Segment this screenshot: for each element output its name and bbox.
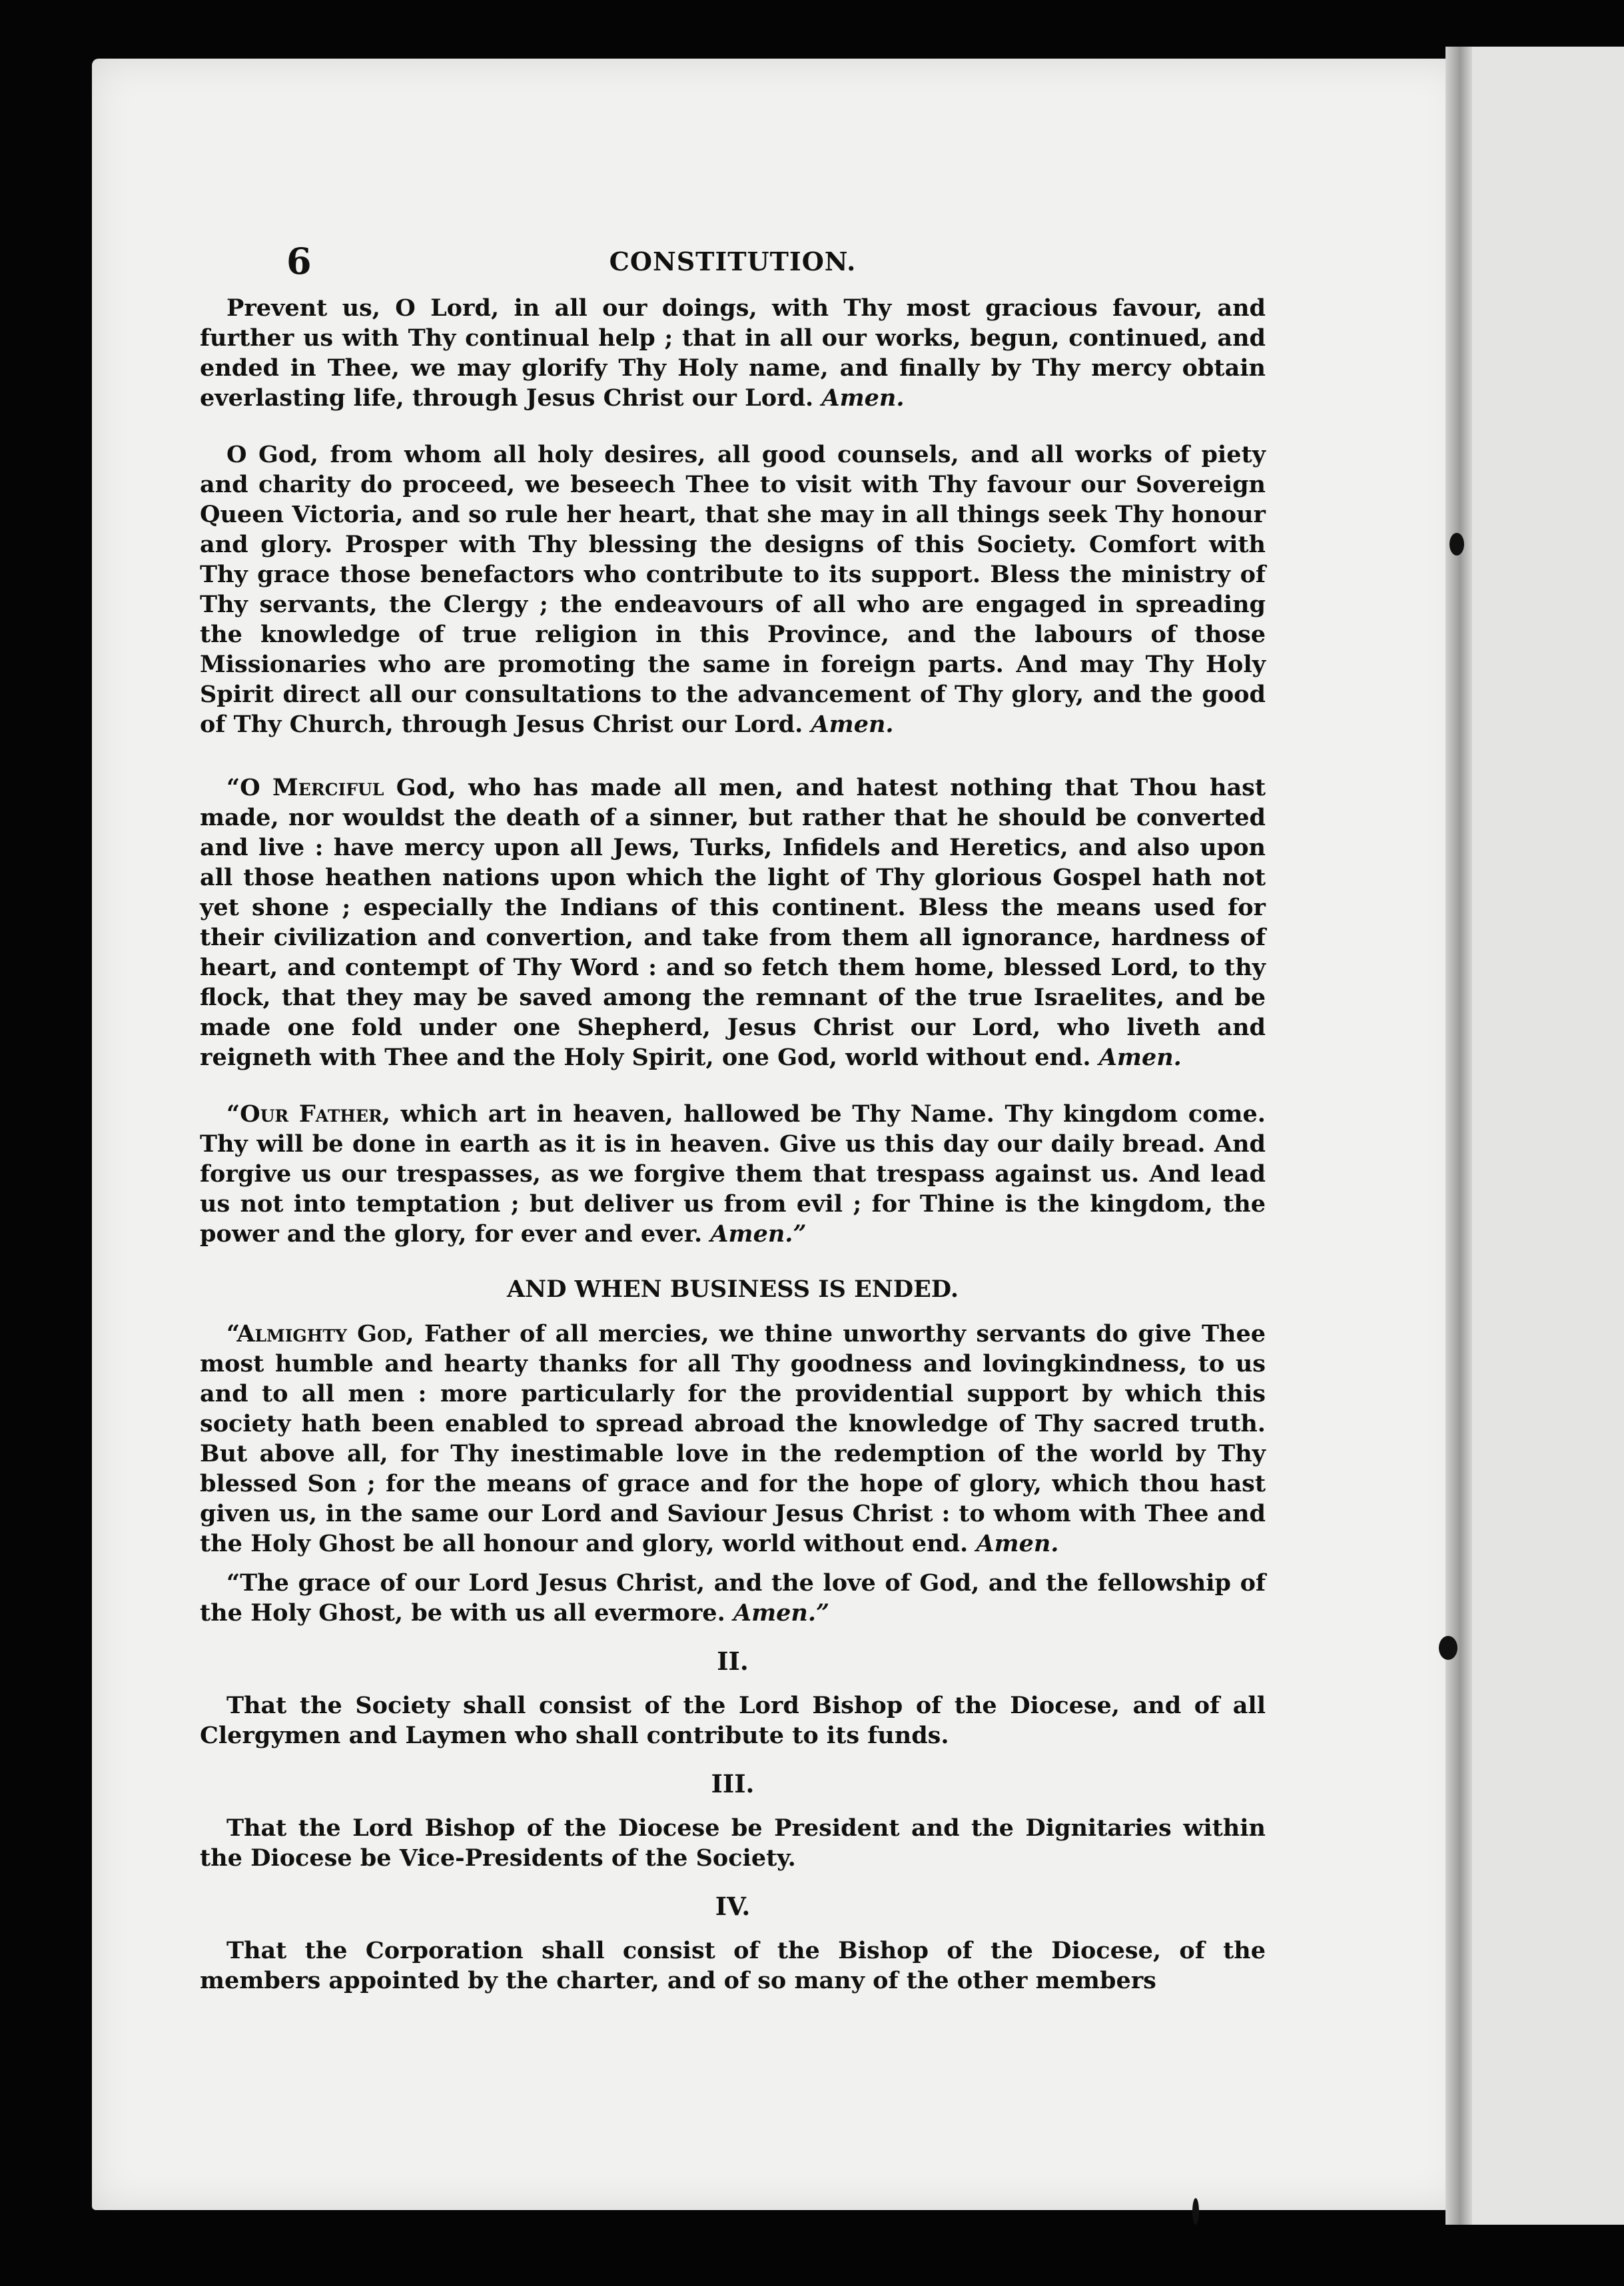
article-numeral: III.	[711, 1769, 755, 1798]
article-numeral: IV.	[715, 1892, 751, 1921]
prayer-almighty-god	[200, 1319, 1266, 1559]
section-heading: AND WHEN BUSINESS IS ENDED.	[506, 1276, 959, 1303]
prayer-lead: “O Merciful	[226, 774, 384, 801]
article-text: That the Lord Bishop of the Diocese be President and the Dignitaries within the Diocese be Vice-Presidents of the Society.	[200, 1814, 1266, 1872]
book-gutter	[1445, 47, 1472, 2225]
amen: Amen.	[976, 1530, 1059, 1557]
prayer-lead: “Our Father,	[226, 1100, 390, 1128]
page-text	[200, 240, 1266, 1996]
amen: Amen.	[1098, 1044, 1182, 1071]
page-number: 6	[286, 240, 312, 282]
prayer-text: which art in heaven, hallowed be Thy Name. Thy kingdom come. Thy will be done in earth as it is in heaven. Give us this day our daily bread. And forgive us our trespasses, as we forgive them that trespass against us. And lead us not into temptation ; but deliver us from evil ; for Thine is the kingdom, the power and the glory, for ever and ever.	[200, 1100, 1266, 1248]
amen: Amen.”	[710, 1220, 807, 1248]
prayer-text: Prevent us, O Lord, in all our doings, with Thy most gracious favour, and further us with Thy continual help ; that in all our works, begun, continued, and ended in Thee, we may glorify Thy Holy name, and finally by Thy mercy obtain everlasting life, through Jesus Christ our Lord.	[200, 294, 1266, 412]
prayer-our-father	[200, 1099, 1266, 1249]
prayer-text: Father of all mercies, we thine unworthy servants do give Thee most humble and hearty thanks for all Thy goodness and lovingkindness, to us and to all men : more particularly for the providential support by which this society hath been enabled to spread abroad the knowledge of Thy sacred truth. But above all, for Thy inestimable love in the redemption of the world by Thy blessed Son ; for the means of grace and for the hope of glory, which thou hast given us, in the same our Lord and Saviour Jesus Christ : to whom with Thee and the Holy Ghost be all honour and glory, world without end.	[200, 1320, 1266, 1557]
amen: Amen.”	[733, 1599, 830, 1627]
prayer-prevent-us	[200, 293, 1266, 413]
prayer-lead: “Almighty God,	[226, 1320, 414, 1347]
prayer-o-merciful-god	[200, 773, 1266, 1072]
facing-page-edge	[1463, 47, 1624, 2225]
prayer-o-god	[200, 440, 1266, 739]
prayer-grace	[200, 1568, 1266, 1628]
ink-speck	[1439, 1636, 1457, 1660]
article-numeral: II.	[717, 1647, 749, 1676]
page-header	[200, 240, 1266, 293]
ink-speck	[1449, 533, 1464, 556]
prayer-text: God, who has made all men, and hatest nothing that Thou hast made, nor wouldst the death of a sinner, but rather that he should be converted and live : have mercy upon all Jews, Turks, Infidels and Heretics, and also upon all those heathen nations upon which the light of Thy glorious Gospel hath not yet shone ; especially the Indians of this continent. Bless the means used for their civilization and convertion, and take from them all ignorance, hardness of heart, and contempt of Thy Word : and so fetch them home, blessed Lord, to thy flock, that they may be saved among the remnant of the true Israelites, and be made one fold under one Shepherd, Jesus Christ our Lord, who liveth and reigneth with Thee and the Holy Spirit, one God, world without end.	[200, 774, 1266, 1071]
running-head: CONSTITUTION.	[609, 246, 857, 276]
prayer-text: “The grace of our Lord Jesus Christ, and the love of God, and the fellowship of the Holy Ghost, be with us all evermore.	[200, 1569, 1266, 1627]
prayer-text: O God, from whom all holy desires, all good counsels, and all works of piety and charity do proceed, we beseech Thee to visit with Thy favour our Sovereign Queen Victoria, and so rule her heart, that she may in all things seek Thy honour and glory. Prosper with Thy blessing the designs of this Society. Comfort with Thy grace those benefactors who contribute to its support. Bless the ministry of Thy servants, the Clergy ; the endeavours of all who are engaged in spreading the knowledge of true religion in this Province, and the labours of those Missionaries who are promoting the same in foreign parts. And may Thy Holy Spirit direct all our consultations to the advancement of Thy glory, and the good of Thy Church, through Jesus Christ our Lord.	[200, 441, 1266, 738]
amen: Amen.	[811, 711, 894, 738]
article-text: That the Corporation shall consist of the Bishop of the Diocese, of the members appointed by the charter, and of so many of the other members	[200, 1937, 1266, 1994]
article-text: That the Society shall consist of the Lord Bishop of the Diocese, and of all Clergymen and Laymen who shall contribute to its funds.	[200, 1692, 1266, 1749]
amen: Amen.	[821, 384, 905, 412]
ink-speck	[1192, 2198, 1199, 2225]
